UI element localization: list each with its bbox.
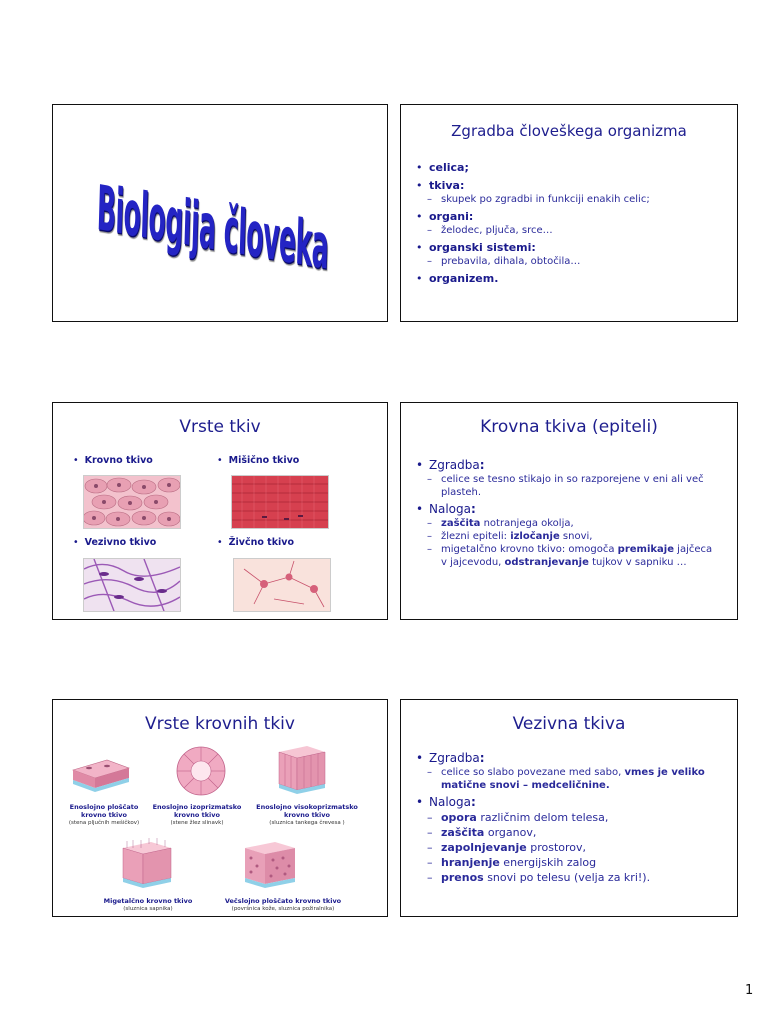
page-number: 1 (745, 983, 754, 998)
slide4-title: Krovna tkiva (epiteli) (480, 417, 658, 437)
epithelial-tissue-image (83, 475, 181, 529)
slide1-title: Biologija človeka (95, 171, 330, 284)
epithelium-simple-columnar-image (273, 742, 329, 800)
epithelium-simple-squamous-image (67, 748, 133, 794)
tissue-label-krovno: • Krovno tkivo (73, 455, 153, 466)
epithelium-ciliated-image (117, 836, 177, 894)
slide5-title: Vrste krovnih tkiv (145, 714, 295, 734)
slide-vezivna-tkiva (400, 699, 738, 917)
list-subitem: – celice se tesno stikajo in so razporejene v eni ali več plasteh. (427, 474, 704, 498)
slide-zgradba (400, 104, 738, 322)
nervous-tissue-image (233, 558, 331, 612)
list-subitem: – zaščita notranjega okolja, (427, 518, 574, 529)
list-subitem: – migetalčno krovno tkivo: omogoča premikaje jajčeca v jajcevodu, odstranjevanje tujkov v sapniku … (427, 544, 713, 568)
epi-caption: Enoslojno izoprizmatsko krovno tkivo (stene žlez slinavk) (152, 803, 242, 826)
epithelium-simple-cuboidal-image (173, 744, 229, 798)
list-subitem: – prebavila, dihala, obtočila… (427, 256, 581, 267)
slide-krovna-tkiva (400, 402, 738, 620)
list-subitem: – zapolnjevanje prostorov, (427, 841, 587, 854)
epi-caption: Migetalčno krovno tkivo (sluznica sapnika) (103, 897, 193, 912)
slide3-title: Vrste tkiv (179, 417, 261, 437)
list-item: • Naloga: (415, 502, 715, 517)
slide6-list (415, 748, 720, 885)
list-subitem: – celice so slabo povezane med sabo, vmes je veliko matične snovi – medceličnine. (427, 767, 705, 791)
muscle-tissue-image (231, 475, 329, 529)
list-subitem: – skupek po zgradbi in funkciji enakih celic; (427, 194, 650, 205)
tissue-label-misicno: • Mišično tkivo (217, 455, 299, 466)
epi-caption: Večslojno ploščato krovno tkivo (površnica kože, sluznica požiralnika) (224, 897, 342, 912)
list-item: • Naloga: (415, 795, 720, 810)
epi-caption: Enoslojno ploščato krovno tkivo (stena pljučnih mešičkov) (68, 803, 140, 826)
epi-caption: Enoslojno visokoprizmatsko krovno tkivo (sluznica tankega črevesa ) (256, 803, 358, 826)
list-item: • Zgradba: (415, 751, 720, 766)
connective-tissue-image (83, 558, 181, 612)
list-item: • tkiva: (415, 178, 733, 193)
list-subitem: – prenos snovi po telesu (velja za kri!). (427, 871, 651, 884)
list-subitem: – žlezni epiteli: izločanje snovi, (427, 531, 593, 542)
list-item: • organski sistemi: (415, 240, 733, 255)
tissue-label-vezivno: • Vezivno tkivo (73, 537, 156, 548)
list-item: • organi: (415, 209, 733, 224)
list-item: • celica; (415, 160, 733, 175)
slide-title (52, 104, 388, 322)
slide2-list (415, 157, 733, 286)
tissue-label-zivcno: • Živčno tkivo (217, 537, 294, 548)
list-subitem: – opora različnim delom telesa, (427, 811, 609, 824)
slide2-title: Zgradba človeškega organizma (451, 122, 687, 140)
list-subitem: – zaščita organov, (427, 826, 537, 839)
epithelium-stratified-squamous-image (239, 836, 301, 894)
list-item: • Zgradba: (415, 458, 715, 473)
slide-vrste-krovnih-tkiv (52, 699, 388, 917)
list-subitem: – želodec, pljuča, srce… (427, 225, 553, 236)
list-item: • organizem. (415, 271, 733, 286)
slide-vrste-tkiv (52, 402, 388, 620)
slide6-title: Vezivna tkiva (512, 714, 626, 734)
slide4-list (415, 455, 715, 569)
list-subitem: – hranjenje energijskih zalog (427, 856, 597, 869)
